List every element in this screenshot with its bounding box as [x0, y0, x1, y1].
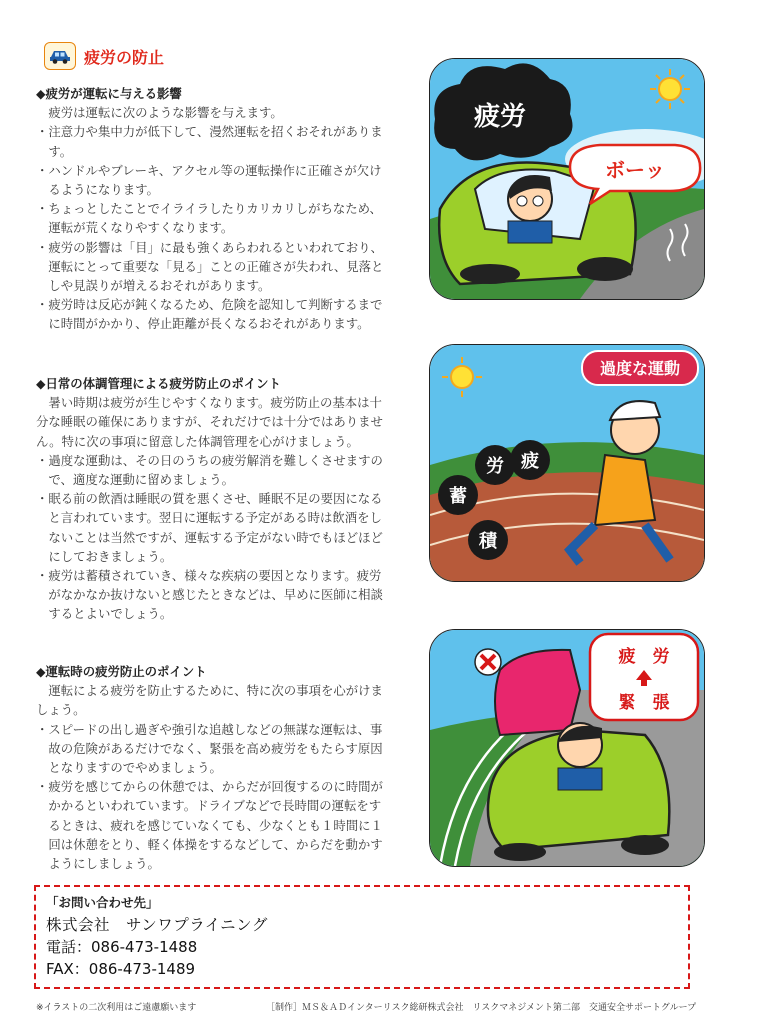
- list-item: ・ちょっとしたことでイライラしたりカリカリしがちなため、運転が荒くなりやすくなります。: [36, 201, 382, 236]
- footer-credit: ［制作］ＭＳ＆ＡＤインターリスク総研株式会社 リスクマネジメント第二部 交通安全サポートグループ: [266, 1003, 697, 1013]
- contact-company: 株式会社 サンワプライニング: [46, 916, 268, 934]
- contact-title: 「お問い合わせ先」: [46, 895, 159, 910]
- paragraph: 暑い時期は疲労が生じやすくなります。疲労防止の基本は十分な睡眠の確保にありますが、それだけでは十分ではありません。特に次の事項に留意した体調管理を心がけましょう。: [36, 395, 383, 449]
- list-item: ・スピードの出し過ぎや強引な追越しなどの無謀な運転は、事故の危険があるだけでなく、緊張を高め疲労をもたらす原因となりますのでやめましょう。: [36, 721, 383, 776]
- section-driving-tips: [36, 662, 392, 873]
- chara-text: 蓄: [449, 486, 467, 507]
- footer-note: ※イラストの二次利用はご遠慮願います: [36, 1003, 197, 1013]
- sun-icon: [650, 69, 690, 109]
- section-header: [44, 42, 164, 70]
- sign: [590, 634, 698, 720]
- illustration-tension-driving: [429, 629, 705, 867]
- chara-text: 疲: [521, 451, 539, 472]
- list-item: ・疲労の影響は「目」に最も強くあらわれるといわれており、運転にとって重要な「見る」ことの正確さが失われ、見落としや見誤りが増えるおそれがあります。: [36, 239, 384, 294]
- list-item: ・過度な運動は、その日のうちの疲労解消を難しくさせますので、適度な運動に留めましょう。: [36, 452, 383, 488]
- chara-text: 労: [486, 456, 504, 477]
- contact-fax: FAX：086-473-1489: [46, 960, 196, 978]
- car-icon: [44, 42, 76, 70]
- illustration-over-exercise: [429, 344, 705, 582]
- paragraph: 疲労は運転に次のような影響を与えます。: [48, 105, 283, 121]
- list-item: ・注意力や集中力が低下して、漫然運転を招くおそれがあります。: [36, 124, 383, 159]
- section-heading: ◆疲労が運転に与える影響: [36, 86, 182, 101]
- list-item: ・疲労時は反応が鈍くなるため、危険を認知して判断するまでに時間がかかり、停止距離が長くなるおそれがあります。: [36, 297, 383, 332]
- list-item: ・疲労を感じてからの休憩では、からだが回復するのに時間がかかるといわれています。ドライブなどで長時間の運転をするときは、疲れを感じていなくても、少なくとも１時間に１回は休憩をとり、軽く体操をするなどして、からだを動かすようにしましょう。: [36, 779, 383, 872]
- page-title: 疲労の防止: [84, 47, 165, 67]
- banner: [582, 351, 698, 385]
- sign-bottom-text: 緊 張: [618, 693, 670, 713]
- list-item: ・ハンドルやブレーキ、アクセル等の運転操作に正確さが欠けるようになります。: [36, 162, 382, 198]
- list-item: ・疲労は蓄積されていき、様々な疾病の要因となります。疲労がなかなか抜けないと感じたときなどは、早めに医師に相談するとよいでしょう。: [36, 568, 383, 622]
- section-fatigue-effects: [36, 84, 392, 334]
- contact-box: [34, 885, 690, 989]
- sign-top-text: 疲 労: [618, 647, 670, 667]
- cloud-text: 疲労: [473, 102, 527, 132]
- illustration-tired-driver: [429, 58, 705, 300]
- section-heading: ◆運転時の疲労防止のポイント: [36, 664, 207, 679]
- section-daily-care: [36, 374, 392, 624]
- section-heading: ◆日常の体調管理による疲労防止のポイント: [36, 376, 281, 391]
- paragraph: 運転による疲労を防止するために、特に次の事項を心がけましょう。: [36, 683, 383, 718]
- prohibit-icon: [475, 649, 501, 675]
- bubble-text: ボーッ: [605, 158, 665, 182]
- chara-text: 積: [479, 531, 497, 552]
- contact-phone: 電話：086-473-1488: [46, 938, 198, 956]
- banner-text: 過度な運動: [599, 359, 681, 378]
- list-item: ・眠る前の飲酒は睡眠の質を悪くさせ、睡眠不足の要因になると言われています。翌日に運転する予定がある時は飲酒をしないことは当然ですが、運転する予定がない時でもほどほどにしておきましょう。: [36, 491, 383, 564]
